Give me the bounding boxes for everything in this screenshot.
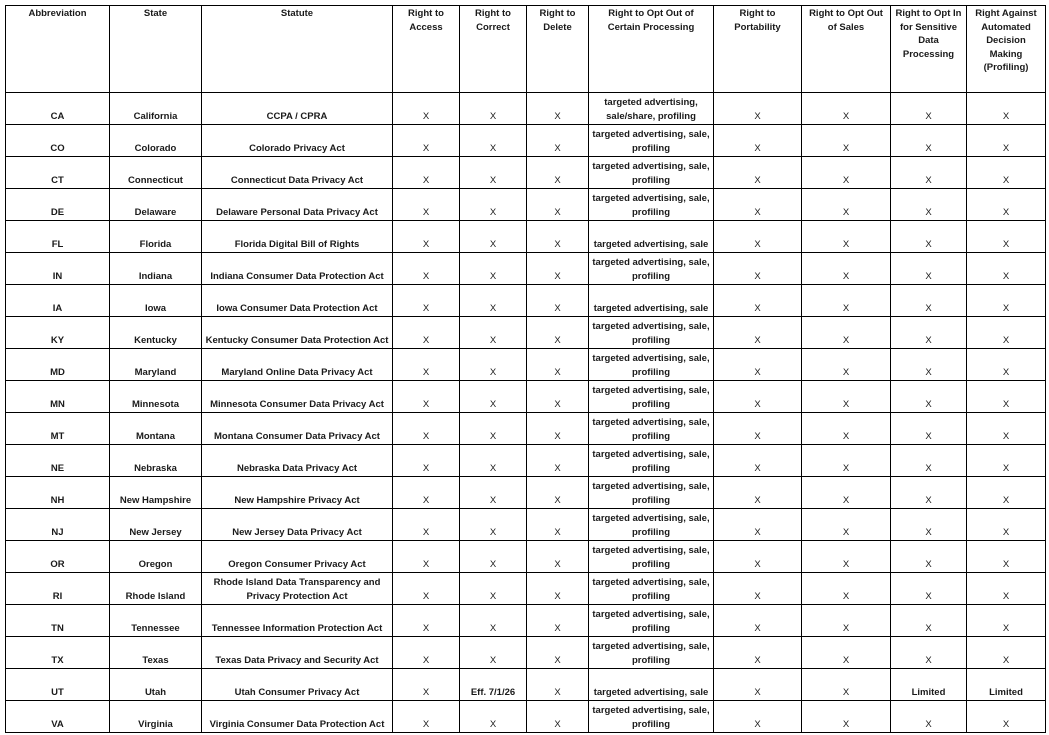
cell-right-to-opt-out-processing: targeted advertising, sale, profiling <box>589 349 714 381</box>
cell-right-to-correct: X <box>460 349 527 381</box>
cell-right-against-automated-decision: X <box>967 509 1046 541</box>
cell-abbreviation: UT <box>6 669 110 701</box>
cell-state: Tennessee <box>110 605 202 637</box>
cell-statute: New Hampshire Privacy Act <box>202 477 393 509</box>
cell-right-to-opt-out-processing: targeted advertising, sale, profiling <box>589 125 714 157</box>
cell-right-to-access: X <box>393 669 460 701</box>
cell-right-to-delete: X <box>527 445 589 477</box>
cell-right-to-portability: X <box>714 285 802 317</box>
cell-right-to-access: X <box>393 701 460 733</box>
cell-right-to-portability: X <box>714 541 802 573</box>
cell-right-against-automated-decision: X <box>967 413 1046 445</box>
header-right-against-automated-decision: Right Against Automated Decision Making (Profiling) <box>967 6 1046 93</box>
cell-right-to-opt-out-sales: X <box>802 381 891 413</box>
cell-state: Minnesota <box>110 381 202 413</box>
cell-right-to-access: X <box>393 445 460 477</box>
cell-right-to-correct: X <box>460 253 527 285</box>
header-right-to-portability: Right to Portability <box>714 6 802 93</box>
cell-right-to-opt-out-processing: targeted advertising, sale, profiling <box>589 445 714 477</box>
header-right-to-opt-in-sensitive: Right to Opt In for Sensitive Data Processing <box>891 6 967 93</box>
cell-right-to-opt-out-processing: targeted advertising, sale, profiling <box>589 413 714 445</box>
cell-right-to-portability: X <box>714 349 802 381</box>
table-row <box>6 253 1046 285</box>
cell-right-to-opt-out-sales: X <box>802 285 891 317</box>
header-right-to-correct: Right to Correct <box>460 6 527 93</box>
cell-right-to-portability: X <box>714 317 802 349</box>
header-right-to-delete: Right to Delete <box>527 6 589 93</box>
table-row <box>6 381 1046 413</box>
cell-state: Texas <box>110 637 202 669</box>
cell-right-to-opt-in-sensitive: X <box>891 477 967 509</box>
cell-right-to-opt-in-sensitive: X <box>891 509 967 541</box>
cell-right-to-opt-out-sales: X <box>802 477 891 509</box>
cell-right-to-access: X <box>393 285 460 317</box>
cell-state: Colorado <box>110 125 202 157</box>
header-right-to-opt-out-sales: Right to Opt Out of Sales <box>802 6 891 93</box>
table-row <box>6 445 1046 477</box>
cell-right-to-access: X <box>393 381 460 413</box>
cell-right-to-opt-in-sensitive: X <box>891 349 967 381</box>
cell-state: Iowa <box>110 285 202 317</box>
cell-right-to-delete: X <box>527 349 589 381</box>
cell-statute: Kentucky Consumer Data Protection Act <box>202 317 393 349</box>
cell-right-against-automated-decision: X <box>967 253 1046 285</box>
cell-right-against-automated-decision: Limited <box>967 669 1046 701</box>
cell-right-to-access: X <box>393 93 460 125</box>
cell-state: Florida <box>110 221 202 253</box>
cell-abbreviation: VA <box>6 701 110 733</box>
cell-right-to-delete: X <box>527 509 589 541</box>
cell-right-to-opt-out-processing: targeted advertising, sale/share, profiling <box>589 93 714 125</box>
cell-right-against-automated-decision: X <box>967 477 1046 509</box>
cell-right-to-delete: X <box>527 317 589 349</box>
cell-state: Montana <box>110 413 202 445</box>
header-right-to-opt-out-processing: Right to Opt Out of Certain Processing <box>589 6 714 93</box>
cell-right-to-opt-out-processing: targeted advertising, sale <box>589 285 714 317</box>
cell-right-to-portability: X <box>714 93 802 125</box>
cell-state: Virginia <box>110 701 202 733</box>
cell-right-against-automated-decision: X <box>967 221 1046 253</box>
cell-right-to-correct: X <box>460 605 527 637</box>
cell-right-against-automated-decision: X <box>967 317 1046 349</box>
table-row <box>6 349 1046 381</box>
cell-abbreviation: NH <box>6 477 110 509</box>
cell-abbreviation: MN <box>6 381 110 413</box>
cell-right-to-portability: X <box>714 413 802 445</box>
cell-right-to-opt-out-sales: X <box>802 253 891 285</box>
cell-right-to-opt-out-sales: X <box>802 317 891 349</box>
cell-right-to-opt-out-sales: X <box>802 637 891 669</box>
cell-right-to-opt-out-processing: targeted advertising, sale, profiling <box>589 509 714 541</box>
cell-right-to-portability: X <box>714 509 802 541</box>
cell-statute: Tennessee Information Protection Act <box>202 605 393 637</box>
table-row <box>6 541 1046 573</box>
cell-statute: CCPA / CPRA <box>202 93 393 125</box>
cell-right-to-opt-in-sensitive: X <box>891 541 967 573</box>
cell-abbreviation: MD <box>6 349 110 381</box>
cell-right-to-access: X <box>393 125 460 157</box>
cell-right-to-opt-out-sales: X <box>802 509 891 541</box>
cell-right-to-correct: X <box>460 381 527 413</box>
table-row <box>6 221 1046 253</box>
cell-right-to-opt-out-sales: X <box>802 541 891 573</box>
cell-abbreviation: IN <box>6 253 110 285</box>
cell-right-to-access: X <box>393 605 460 637</box>
cell-state: Delaware <box>110 189 202 221</box>
cell-right-to-opt-out-processing: targeted advertising, sale, profiling <box>589 317 714 349</box>
cell-statute: New Jersey Data Privacy Act <box>202 509 393 541</box>
cell-right-to-portability: X <box>714 445 802 477</box>
cell-abbreviation: CT <box>6 157 110 189</box>
cell-statute: Delaware Personal Data Privacy Act <box>202 189 393 221</box>
cell-right-to-opt-in-sensitive: X <box>891 445 967 477</box>
table-row <box>6 669 1046 701</box>
cell-right-to-opt-in-sensitive: X <box>891 605 967 637</box>
cell-right-to-access: X <box>393 317 460 349</box>
cell-right-to-correct: Eff. 7/1/26 <box>460 669 527 701</box>
cell-right-to-opt-in-sensitive: X <box>891 221 967 253</box>
cell-right-to-opt-in-sensitive: X <box>891 381 967 413</box>
cell-right-against-automated-decision: X <box>967 445 1046 477</box>
header-state: State <box>110 6 202 93</box>
cell-right-against-automated-decision: X <box>967 157 1046 189</box>
table-row <box>6 285 1046 317</box>
cell-state: Connecticut <box>110 157 202 189</box>
cell-right-to-correct: X <box>460 93 527 125</box>
cell-right-to-delete: X <box>527 573 589 605</box>
cell-right-to-portability: X <box>714 669 802 701</box>
cell-right-to-access: X <box>393 573 460 605</box>
cell-statute: Utah Consumer Privacy Act <box>202 669 393 701</box>
cell-right-to-opt-out-sales: X <box>802 445 891 477</box>
cell-right-to-opt-out-processing: targeted advertising, sale <box>589 221 714 253</box>
cell-right-to-opt-in-sensitive: X <box>891 189 967 221</box>
cell-right-to-access: X <box>393 477 460 509</box>
cell-abbreviation: CA <box>6 93 110 125</box>
cell-right-to-correct: X <box>460 445 527 477</box>
cell-right-to-portability: X <box>714 477 802 509</box>
cell-right-to-delete: X <box>527 381 589 413</box>
cell-abbreviation: TX <box>6 637 110 669</box>
cell-right-to-opt-in-sensitive: X <box>891 125 967 157</box>
cell-statute: Texas Data Privacy and Security Act <box>202 637 393 669</box>
cell-right-to-access: X <box>393 509 460 541</box>
table-row <box>6 637 1046 669</box>
cell-abbreviation: TN <box>6 605 110 637</box>
cell-statute: Rhode Island Data Transparency and Privacy Protection Act <box>202 573 393 605</box>
cell-right-to-opt-in-sensitive: X <box>891 253 967 285</box>
cell-right-to-correct: X <box>460 477 527 509</box>
cell-right-to-correct: X <box>460 573 527 605</box>
cell-abbreviation: NJ <box>6 509 110 541</box>
cell-right-to-correct: X <box>460 189 527 221</box>
cell-right-to-correct: X <box>460 701 527 733</box>
cell-right-to-opt-in-sensitive: X <box>891 317 967 349</box>
cell-right-against-automated-decision: X <box>967 125 1046 157</box>
cell-right-to-opt-out-processing: targeted advertising, sale <box>589 669 714 701</box>
cell-right-to-portability: X <box>714 253 802 285</box>
cell-right-to-portability: X <box>714 637 802 669</box>
cell-right-against-automated-decision: X <box>967 93 1046 125</box>
cell-abbreviation: MT <box>6 413 110 445</box>
cell-right-to-opt-out-sales: X <box>802 669 891 701</box>
header-right-to-access: Right to Access <box>393 6 460 93</box>
table-row <box>6 477 1046 509</box>
cell-state: Maryland <box>110 349 202 381</box>
cell-right-against-automated-decision: X <box>967 381 1046 413</box>
cell-right-to-correct: X <box>460 541 527 573</box>
cell-right-to-portability: X <box>714 381 802 413</box>
cell-statute: Connecticut Data Privacy Act <box>202 157 393 189</box>
table-body <box>6 93 1046 733</box>
header-abbreviation: Abbreviation <box>6 6 110 93</box>
cell-right-to-correct: X <box>460 285 527 317</box>
cell-statute: Montana Consumer Data Privacy Act <box>202 413 393 445</box>
cell-statute: Florida Digital Bill of Rights <box>202 221 393 253</box>
cell-right-to-delete: X <box>527 125 589 157</box>
cell-right-to-correct: X <box>460 637 527 669</box>
cell-right-to-opt-out-processing: targeted advertising, sale, profiling <box>589 541 714 573</box>
cell-right-to-opt-in-sensitive: X <box>891 413 967 445</box>
cell-right-against-automated-decision: X <box>967 637 1046 669</box>
cell-right-to-opt-in-sensitive: Limited <box>891 669 967 701</box>
cell-right-to-opt-out-sales: X <box>802 413 891 445</box>
table-row <box>6 157 1046 189</box>
cell-right-to-opt-out-sales: X <box>802 349 891 381</box>
header-statute: Statute <box>202 6 393 93</box>
cell-right-to-delete: X <box>527 285 589 317</box>
cell-right-to-opt-out-sales: X <box>802 125 891 157</box>
cell-right-to-access: X <box>393 221 460 253</box>
cell-right-to-opt-in-sensitive: X <box>891 93 967 125</box>
cell-right-to-opt-out-sales: X <box>802 93 891 125</box>
table-row <box>6 605 1046 637</box>
table-row <box>6 125 1046 157</box>
cell-right-to-portability: X <box>714 221 802 253</box>
table-row <box>6 701 1046 733</box>
header-row <box>6 6 1046 93</box>
cell-right-against-automated-decision: X <box>967 189 1046 221</box>
cell-right-to-opt-out-sales: X <box>802 701 891 733</box>
cell-right-to-portability: X <box>714 125 802 157</box>
cell-right-to-opt-out-processing: targeted advertising, sale, profiling <box>589 189 714 221</box>
table-row <box>6 573 1046 605</box>
cell-abbreviation: KY <box>6 317 110 349</box>
cell-abbreviation: OR <box>6 541 110 573</box>
cell-right-to-portability: X <box>714 157 802 189</box>
table-row <box>6 317 1046 349</box>
cell-right-against-automated-decision: X <box>967 349 1046 381</box>
cell-state: New Hampshire <box>110 477 202 509</box>
cell-right-to-correct: X <box>460 221 527 253</box>
table-row <box>6 93 1046 125</box>
cell-right-to-delete: X <box>527 157 589 189</box>
cell-right-to-portability: X <box>714 605 802 637</box>
cell-right-against-automated-decision: X <box>967 541 1046 573</box>
cell-state: Oregon <box>110 541 202 573</box>
cell-abbreviation: DE <box>6 189 110 221</box>
cell-right-to-opt-in-sensitive: X <box>891 701 967 733</box>
cell-right-to-access: X <box>393 637 460 669</box>
cell-state: Rhode Island <box>110 573 202 605</box>
cell-right-to-opt-out-processing: targeted advertising, sale, profiling <box>589 477 714 509</box>
cell-right-to-correct: X <box>460 125 527 157</box>
table-row <box>6 509 1046 541</box>
cell-statute: Colorado Privacy Act <box>202 125 393 157</box>
cell-right-to-correct: X <box>460 413 527 445</box>
cell-right-to-access: X <box>393 413 460 445</box>
cell-right-to-opt-in-sensitive: X <box>891 573 967 605</box>
cell-right-to-access: X <box>393 541 460 573</box>
cell-right-to-delete: X <box>527 477 589 509</box>
cell-right-to-delete: X <box>527 221 589 253</box>
cell-right-to-opt-in-sensitive: X <box>891 637 967 669</box>
table-row <box>6 413 1046 445</box>
cell-right-to-correct: X <box>460 509 527 541</box>
cell-right-to-portability: X <box>714 189 802 221</box>
cell-right-to-portability: X <box>714 573 802 605</box>
cell-right-to-opt-out-processing: targeted advertising, sale, profiling <box>589 573 714 605</box>
cell-right-to-access: X <box>393 253 460 285</box>
cell-abbreviation: CO <box>6 125 110 157</box>
cell-right-to-opt-in-sensitive: X <box>891 157 967 189</box>
cell-abbreviation: RI <box>6 573 110 605</box>
cell-state: Indiana <box>110 253 202 285</box>
cell-right-to-delete: X <box>527 605 589 637</box>
cell-right-to-opt-out-processing: targeted advertising, sale, profiling <box>589 157 714 189</box>
cell-right-against-automated-decision: X <box>967 285 1046 317</box>
cell-right-to-delete: X <box>527 253 589 285</box>
cell-state: Nebraska <box>110 445 202 477</box>
cell-statute: Virginia Consumer Data Protection Act <box>202 701 393 733</box>
cell-right-to-delete: X <box>527 413 589 445</box>
cell-state: California <box>110 93 202 125</box>
cell-right-to-opt-out-sales: X <box>802 157 891 189</box>
cell-right-to-opt-out-processing: targeted advertising, sale, profiling <box>589 381 714 413</box>
cell-right-to-access: X <box>393 349 460 381</box>
cell-right-to-opt-out-processing: targeted advertising, sale, profiling <box>589 637 714 669</box>
cell-right-to-opt-out-processing: targeted advertising, sale, profiling <box>589 605 714 637</box>
cell-right-to-opt-out-processing: targeted advertising, sale, profiling <box>589 701 714 733</box>
cell-right-to-delete: X <box>527 701 589 733</box>
cell-right-to-correct: X <box>460 317 527 349</box>
cell-statute: Iowa Consumer Data Protection Act <box>202 285 393 317</box>
cell-right-to-opt-out-sales: X <box>802 605 891 637</box>
cell-state: Kentucky <box>110 317 202 349</box>
cell-abbreviation: IA <box>6 285 110 317</box>
cell-statute: Nebraska Data Privacy Act <box>202 445 393 477</box>
cell-right-against-automated-decision: X <box>967 605 1046 637</box>
cell-right-to-delete: X <box>527 637 589 669</box>
cell-right-to-opt-out-sales: X <box>802 221 891 253</box>
cell-right-against-automated-decision: X <box>967 573 1046 605</box>
cell-right-to-opt-in-sensitive: X <box>891 285 967 317</box>
cell-right-to-opt-out-sales: X <box>802 189 891 221</box>
cell-right-to-access: X <box>393 189 460 221</box>
cell-statute: Oregon Consumer Privacy Act <box>202 541 393 573</box>
cell-right-to-access: X <box>393 157 460 189</box>
cell-right-against-automated-decision: X <box>967 701 1046 733</box>
cell-right-to-correct: X <box>460 157 527 189</box>
cell-abbreviation: FL <box>6 221 110 253</box>
cell-right-to-opt-out-processing: targeted advertising, sale, profiling <box>589 253 714 285</box>
cell-statute: Indiana Consumer Data Protection Act <box>202 253 393 285</box>
privacy-rights-table <box>5 5 1046 733</box>
cell-state: Utah <box>110 669 202 701</box>
cell-state: New Jersey <box>110 509 202 541</box>
cell-statute: Maryland Online Data Privacy Act <box>202 349 393 381</box>
cell-right-to-opt-out-sales: X <box>802 573 891 605</box>
cell-right-to-delete: X <box>527 669 589 701</box>
cell-right-to-portability: X <box>714 701 802 733</box>
cell-right-to-delete: X <box>527 189 589 221</box>
cell-right-to-delete: X <box>527 541 589 573</box>
table-row <box>6 189 1046 221</box>
cell-right-to-delete: X <box>527 93 589 125</box>
cell-abbreviation: NE <box>6 445 110 477</box>
cell-statute: Minnesota Consumer Data Privacy Act <box>202 381 393 413</box>
